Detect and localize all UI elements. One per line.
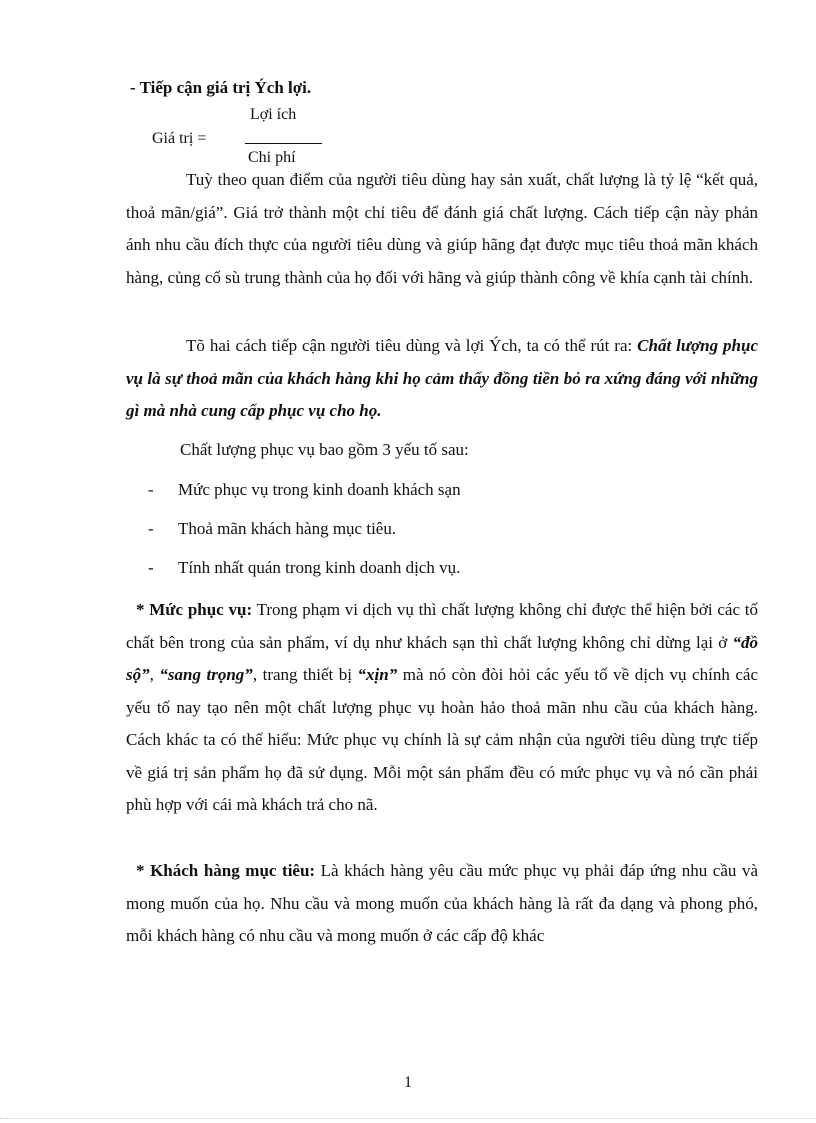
- quote-do-so: “đồ sộ”: [126, 632, 758, 684]
- paragraph-service-level: [126, 594, 758, 822]
- page-bottom-rule: [0, 1118, 816, 1119]
- target-customer-text: Là khách hàng yêu cầu mức phục vụ phải đáp ứng nhu cầu và mong muốn của họ. Nhu cầu và mong muốn của khách hàng là rất đa dạng và phong phó, mỗi khách hàng có nhu cầu và mong muốn ở các cấp độ khác: [126, 861, 758, 945]
- list-item: [148, 474, 461, 513]
- quote-sang-trong: “sang trọng”: [159, 665, 253, 684]
- quote-separator: ,: [149, 665, 160, 684]
- factor-list: [148, 474, 461, 591]
- quote-xin: “xịn”: [357, 665, 398, 684]
- list-item: [148, 552, 461, 591]
- list-item-text: Thoả mãn khách hàng mục tiêu.: [178, 519, 397, 538]
- list-intro: Chất lượng phục vụ bao gồm 3 yếu tố sau:: [180, 440, 469, 459]
- list-item-text: Tính nhất quán trong kinh doanh dịch vụ.: [178, 558, 461, 577]
- list-marker: -: [148, 519, 154, 538]
- definition-emphasis: Chất lượng phục vụ là sự thoả mãn của khách hàng khi họ cảm thấy đồng tiền bỏ ra xứng đáng với những gì mà nhà cung cấp phục vụ cho họ.: [126, 336, 758, 420]
- section-heading: - Tiếp cận giá trị Ých lợi.: [130, 78, 312, 97]
- service-level-text-a: Trong phạm vi dịch vụ thì chất lượng không chỉ được thể hiện bởi các tố chất bên trong của sản phẩm, ví dụ như khách sạn thì chất lượng không chỉ dừng lại ở: [126, 600, 758, 652]
- list-marker: -: [148, 480, 154, 499]
- page-number: 1: [404, 1074, 412, 1091]
- term-service-level: * Mức phục vụ:: [136, 600, 253, 619]
- formula-numerator: Lợi ích: [250, 106, 297, 123]
- list-item: [148, 513, 461, 552]
- formula-label: Giá trị =: [152, 130, 207, 147]
- list-item-text: Mức phục vụ trong kinh doanh khách sạn: [178, 480, 461, 499]
- paragraph-definition: [126, 330, 758, 428]
- definition-lead: Tõ hai cách tiếp cận người tiêu dùng và lợi Ých, ta có thể rút ra:: [186, 336, 638, 355]
- formula-denominator: Chi phí: [248, 149, 296, 166]
- service-level-text-c: mà nó còn đòi hỏi các yếu tố về dịch vụ chính các yếu tố nay tạo nên một chất lượng phục vụ hoàn hảo thoả mãn nhu cầu của khách hàng. Cách khác ta có thể hiểu: Mức phục vụ chính là sự cảm nhận của người tiêu dùng trực tiếp về giá trị sản phẩm họ đã sử dụng. Mỗi một sản phẩm đều có mức phục vụ và nó cần phải phù hợp với cái mà khách trả cho nã.: [126, 665, 758, 814]
- paragraph-value-approach: Tuỳ theo quan điểm của người tiêu dùng hay sản xuất, chất lượng là tỷ lệ “kết quả, thoả mãn/giá”. Giá trở thành một chỉ tiêu để đánh giá chất lượng. Cách tiếp cận này phản ánh nhu cầu đích thực của người tiêu dùng và giúp hãng đạt được mục tiêu thoả mãn khách hàng, củng cố sù trung thành của họ đối với hãng và giúp thành công về khía cạnh tài chính.: [126, 170, 758, 287]
- term-target-customer: * Khách hàng mục tiêu:: [136, 861, 316, 880]
- paragraph-target-customer: [126, 855, 758, 953]
- formula-fraction-bar: [245, 143, 322, 144]
- list-marker: -: [148, 558, 154, 577]
- service-level-text-b: , trang thiết bị: [252, 665, 358, 684]
